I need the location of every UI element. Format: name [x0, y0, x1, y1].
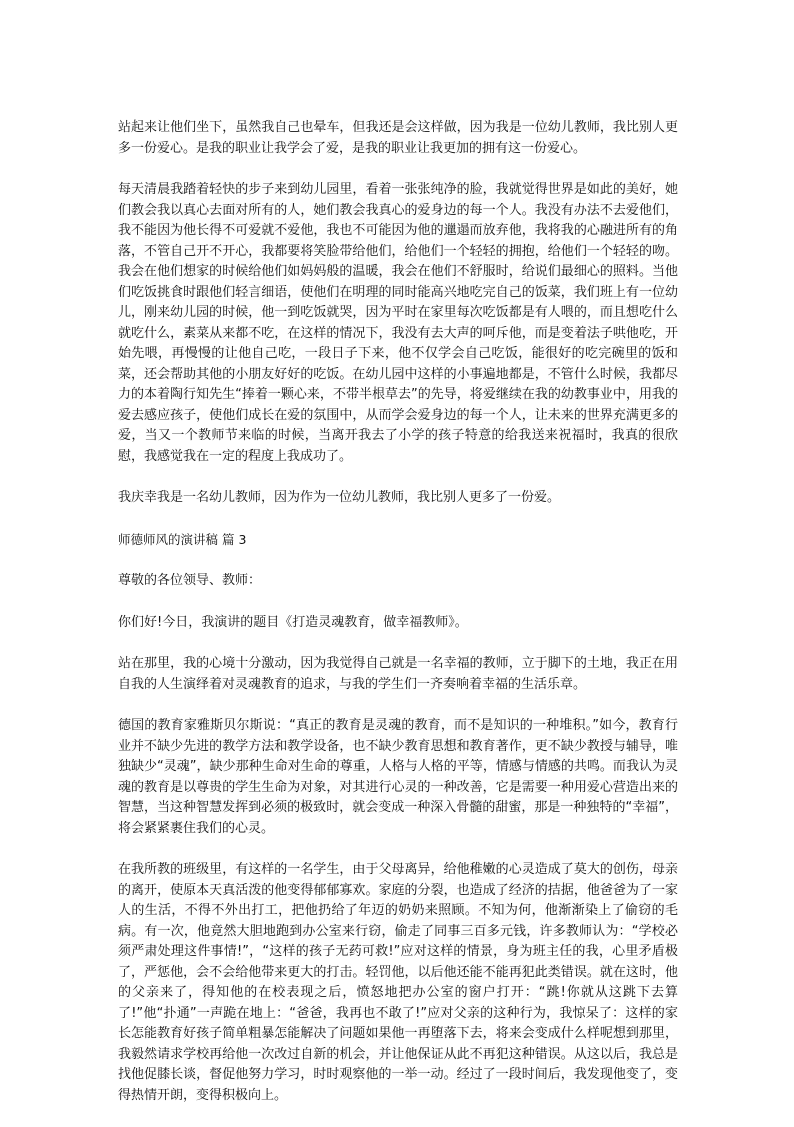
paragraph-1: 站起来让他们坐下，虽然我自己也晕车，但我还是会这样做，因为我是一位幼儿教师，我比别人更多一份爱心。是我的职业让我学会了爱，是我的职业让我更加的拥有这一份爱心。	[118, 120, 678, 156]
body-paragraph-2: 德国的教育家雅斯贝尔斯说：“真正的教育是灵魂的教育，而不是知识的一种堆积。”如今，教育行业并不缺少先进的教学方法和教学设备，也不缺少教育思想和教育著作，更不缺少教授与辅导，唯独缺少“灵魂”，缺少那种生命对生命的尊重，人格与人格的平等，情感与情感的共鸣。而我认为灵魂的教育是以尊贵的学生生命为对象，对其进行心灵的一种改善，它是需要一种用爱心营造出来的智慧，当这种智慧发挥到必须的极致时，就会变成一种深入骨髓的甜蜜，那是一种独特的“幸福”，将会紧紧裹住我们的心灵。	[118, 718, 678, 836]
body-paragraph-3: 在我所教的班级里，有这样的一名学生，由于父母离异，给他稚嫩的心灵造成了莫大的创伤，母亲的离开，使原本天真活泼的他变得郁郁寡欢。家庭的分裂，也造成了经济的拮据，他爸爸为了一家人的生活，不得不外出打工，把他扔给了年迈的奶奶来照顾。不知为何，他渐渐染上了偷窃的毛病。有一次，他竟然大胆地跑到办公室来行窃，偷走了同事三百多元钱，许多教师认为：“学校必须严肃处理这件事情!”，“这样的孩子无药可救!”应对这样的情景，身为班主任的我，心里矛盾极了，严惩他，会不会给他带来更大的打击。轻罚他，以后他还能不能再犯此类错误。就在这时，他的父亲来了，得知他的在校表现之后，愤怒地把办公室的窗户打开：“跳!你就从这跳下去算了!”他“扑通”一声跪在地上：“爸爸，我再也不敢了!”应对父亲的这种行为，我惊呆了：这样的家长怎能教育好孩子简单粗暴怎能解决了问题如果他一再堕落下去，将来会变成什么样呢想到那里，我毅然请求学校再给他一次改过自新的机会，并让他保证从此不再犯这种错误。从这以后，我总是找他促膝长谈，督促他努力学习，时时观察他的一举一动。经过了一段时间后，我发现他变了，变得热情开朗，变得积极向上。	[118, 862, 678, 1103]
section-title: 师德师风的演讲稿 篇 3	[118, 531, 247, 547]
greeting: 尊敬的各位领导、教师：	[118, 573, 262, 588]
paragraph-3: 我庆幸我是一名幼儿教师，因为作为一位幼儿教师，我比别人更多了一份爱。	[118, 490, 561, 505]
opening-line: 你们好!今日，我演讲的题目《打造灵魂教育，做幸福教师》。	[118, 614, 468, 630]
body-paragraph-1: 站在那里，我的心境十分激动，因为我觉得自己就是一名幸福的教师，立于脚下的土地，我正在用自我的人生演绎着对灵魂教育的追求，与我的学生们一齐奏响着幸福的生活乐章。	[118, 656, 678, 692]
document-page	[118, 118, 678, 1127]
paragraph-2: 每天清晨我踏着轻快的步子来到幼儿园里，看着一张张纯净的脸，我就觉得世界是如此的美好，她们教会我以真心去面对所有的人，她们教会我真心的爱身边的每一个人。我没有办法不去爱他们，我不能因为他长得不可爱就不爱他，我也不可能因为他的邋遢而放弃他，我将我的心融进所有的角落，不管自己开不开心，我都要将笑脸带给他们，给他们一个轻轻的拥抱，给他们一个轻轻的吻。我会在他们想家的时候给他们如妈妈般的温暖，我会在他们不舒服时，给说们最细心的照料。当他们吃饭挑食时跟他们轻言细语，使他们在明理的同时能高兴地吃完自己的饭菜，我们班上有一位幼儿，刚来幼儿园的时候，他一到吃饭就哭，因为平时在家里每次吃饭都是有人喂的，而且想吃什么就吃什么，素菜从来都不吃，在这样的情况下，我没有去大声的呵斥他，而是变着法子哄他吃，开始先喂，再慢慢的让他自己吃，一段日子下来，他不仅学会自己吃饭，能很好的吃完碗里的饭和菜，还会帮助其他的小朋友好好的吃饭。在幼儿园中这样的小事遍地都是，不管什么时候，我都尽力的本着陶行知先生“捧着一颗心来，不带半根草去”的先导，将爱继续在我的幼教事业中，用我的爱去感应孩子，使他们成长在爱的氛围中，从而学会爱身边的每一个人，让未来的世界充满更多的爱，当又一个教师节来临的时候，当离开我去了小学的孩子特意的给我送来祝福时，我真的很欣慰，我感觉我在一定的程度上我成功了。	[118, 182, 678, 464]
